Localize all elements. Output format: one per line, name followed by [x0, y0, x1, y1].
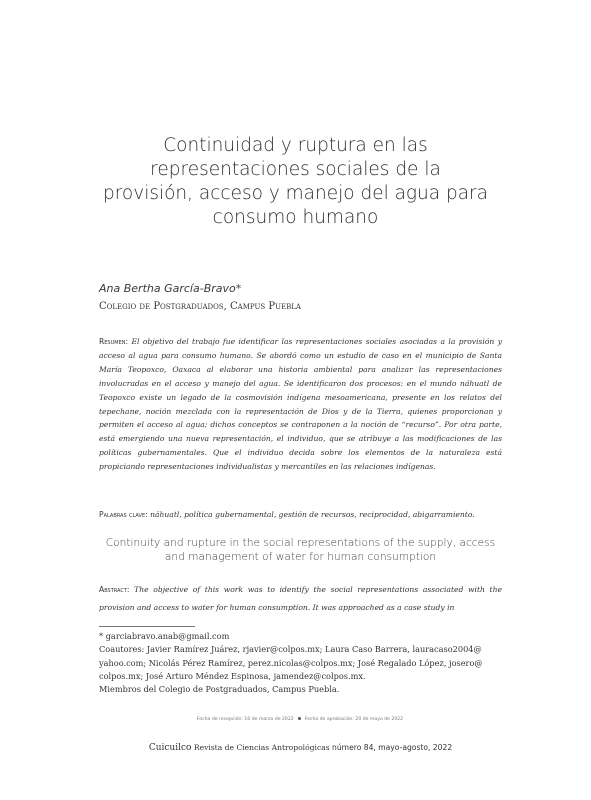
received-date: Fecha de recepción: 10 de marzo de 2022 — [196, 717, 294, 722]
journal-footer — [99, 743, 502, 753]
footnote-line: yahoo.com; Nicolás Pérez Ramírez, perez.nicolas@colpos.mx; José Regalado López, josero@ — [99, 657, 483, 668]
journal-name: Revista de Ciencias Antropológicas — [193, 743, 330, 752]
english-title-line: Continuity and rupture in the social representations of the supply, access — [105, 537, 496, 549]
author-name: Ana Bertha García-Bravo* — [99, 282, 242, 295]
abstract-spanish — [99, 335, 502, 474]
bullet-separator — [298, 717, 301, 720]
journal-brand: Cuicuilco — [148, 743, 192, 753]
approved-date: Fecha de aprobación: 20 de mayo de 2022 — [304, 717, 404, 722]
abstract-english — [99, 581, 502, 617]
footnote-line: Miembros del Colegio de Postgraduados, Campus Puebla. — [99, 684, 340, 695]
title-line: Continuidad y ruptura en las — [163, 135, 428, 156]
abstract-en-text: The objective of this work was to identify the social representations associated with the provision and access to water for human consumption. It was approached as a case study in — [99, 585, 502, 612]
footnote-line: Coautores: Javier Ramírez Juárez, rjavier@colpos.mx; Laura Caso Barrera, lauracaso2004@ — [99, 644, 482, 655]
footnote-line: colpos.mx; José Arturo Méndez Espinosa, jamendez@colpos.mx. — [99, 670, 366, 681]
title-line: representaciones sociales de la — [150, 159, 441, 180]
title-line: provisión, acceso y manejo del agua para — [102, 183, 488, 204]
title-line: consumo humano — [212, 207, 379, 228]
footnote-divider — [99, 626, 195, 627]
article-title — [80, 134, 511, 230]
english-title-line: and management of water for human consumption — [164, 551, 437, 563]
keywords — [99, 509, 502, 521]
english-title — [99, 536, 502, 564]
journal-issue: número 84, mayo-agosto, 2022 — [332, 743, 453, 752]
abstract-text: El objetivo del trabajo fue identificar las representaciones sociales asociadas a la provisión y acceso al agua para consumo humano. Se abordó como un estudio de caso en el municipio de Santa María Teopoxco, Oaxaca al elaborar una historia ambiental para analizar las representaciones involucradas en el acceso y manejo del agua. Se identificaron dos procesos: en el mundo náhuatl de Teopoxco existe un legado de la cosmovisión indígena mesoamericana, presente en los relatos del tepechane, noción mezclada con la representación de Dios y de la Tierra, quienes proporcionan y permiten el acceso al agua; dichos conceptos se contraponen a la noción de “recurso”. Por otra parte, está emergiendo una nueva representación, el individuo, que se atribuye a las modificaciones de las políticas gubernamentales. Que el individuo decida sobre los elementos de la naturaleza está propiciando representaciones individualistas y mercantiles en las relaciones indígenas. — [99, 337, 503, 472]
keywords-label: Palabras clave: — [99, 510, 148, 519]
abstract-en-label: Abstract: — [99, 585, 130, 594]
author-affiliation: Colegio de Postgraduados, Campus Puebla — [99, 301, 301, 312]
footnote-email: * garciabravo.anab@gmail.com — [99, 631, 230, 641]
keywords-text: náhuatl, política gubernamental, gestión de recursos, reciprocidad, abigarramiento. — [150, 510, 475, 519]
footnote — [99, 630, 502, 696]
publication-dates — [120, 717, 480, 722]
abstract-label: Resumen: — [99, 337, 129, 346]
